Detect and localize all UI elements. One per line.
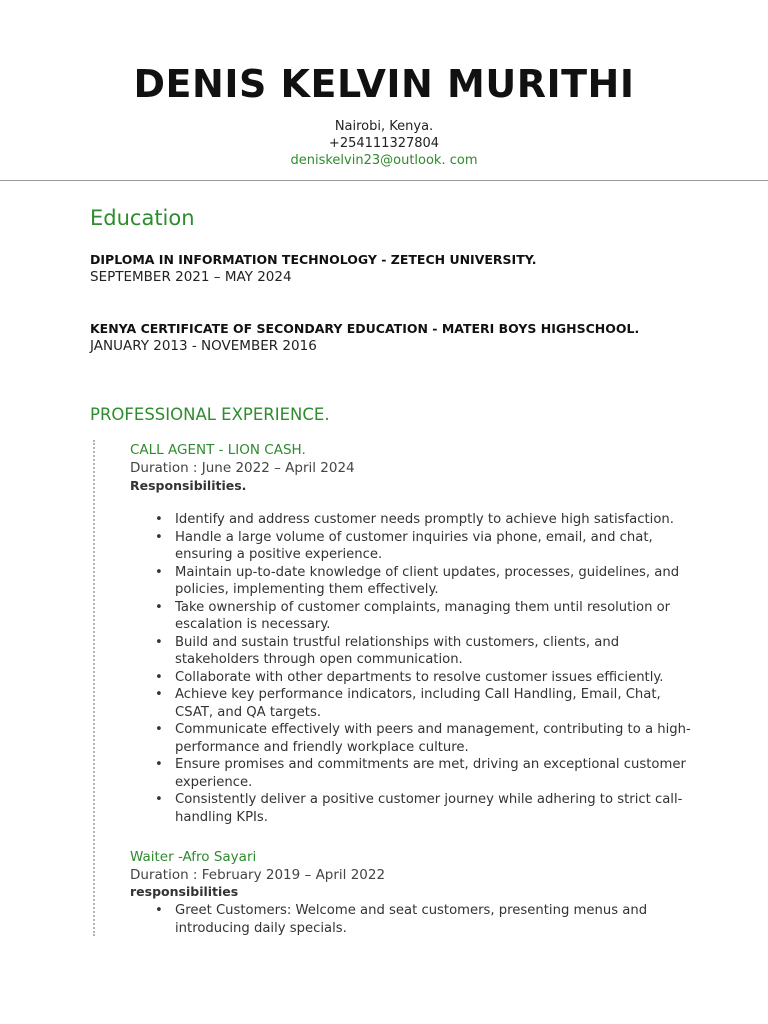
list-item: • Achieve key performance indicators, including Call Handling, Email, Chat, CSAT, and QA targets. bbox=[155, 686, 695, 721]
timeline-dotted-line bbox=[93, 440, 95, 936]
list-item: • Communicate effectively with peers and management, contributing to a high-performance and friendly workplace culture. bbox=[155, 721, 695, 756]
education-entry-dates: SEPTEMBER 2021 – MAY 2024 bbox=[90, 269, 292, 285]
job-duration: Duration : June 2022 – April 2024 bbox=[130, 460, 355, 476]
responsibilities-list bbox=[155, 511, 695, 826]
list-item: • Ensure promises and commitments are met, driving an exceptional customer experience. bbox=[155, 756, 695, 791]
contact-email[interactable]: deniskelvin23@outlook. com bbox=[290, 153, 478, 168]
list-item: • Maintain up-to-date knowledge of client updates, processes, guidelines, and policies, implementing them effectively. bbox=[155, 564, 695, 599]
job-title: CALL AGENT - LION CASH. bbox=[130, 442, 306, 458]
candidate-name: DENIS KELVIN MURITHI bbox=[133, 62, 635, 106]
contact-phone: +254111327804 bbox=[328, 136, 440, 151]
list-item: • Handle a large volume of customer inquiries via phone, email, and chat, ensuring a positive experience. bbox=[155, 529, 695, 564]
job-responsibilities-label: responsibilities bbox=[130, 884, 239, 899]
education-entry-title: DIPLOMA IN INFORMATION TECHNOLOGY - ZETECH UNIVERSITY. bbox=[90, 252, 537, 267]
list-item: • Identify and address customer needs promptly to achieve high satisfaction. bbox=[155, 511, 695, 529]
list-item: • Greet Customers: Welcome and seat customers, presenting menus and introducing daily specials. bbox=[155, 902, 695, 937]
list-item: • Collaborate with other departments to resolve customer issues efficiently. bbox=[155, 669, 695, 687]
education-entry-title: KENYA CERTIFICATE OF SECONDARY EDUCATION - MATERI BOYS HIGHSCHOOL. bbox=[90, 321, 640, 336]
contact-location: Nairobi, Kenya. bbox=[334, 119, 434, 134]
job-responsibilities-label: Responsibilities. bbox=[130, 478, 247, 493]
job-title: Waiter -Afro Sayari bbox=[130, 849, 257, 865]
responsibilities-list bbox=[155, 902, 695, 937]
experience-heading: PROFESSIONAL EXPERIENCE. bbox=[90, 405, 330, 424]
header-divider bbox=[0, 180, 768, 181]
education-entry-dates: JANUARY 2013 - NOVEMBER 2016 bbox=[90, 338, 317, 354]
job-duration: Duration : February 2019 – April 2022 bbox=[130, 867, 386, 883]
education-heading: Education bbox=[90, 206, 195, 230]
list-item: • Take ownership of customer complaints, managing them until resolution or escalation is necessary. bbox=[155, 599, 695, 634]
list-item: • Build and sustain trustful relationships with customers, clients, and stakeholders through open communication. bbox=[155, 634, 695, 669]
list-item: • Consistently deliver a positive customer journey while adhering to strict call-handling KPIs. bbox=[155, 791, 695, 826]
